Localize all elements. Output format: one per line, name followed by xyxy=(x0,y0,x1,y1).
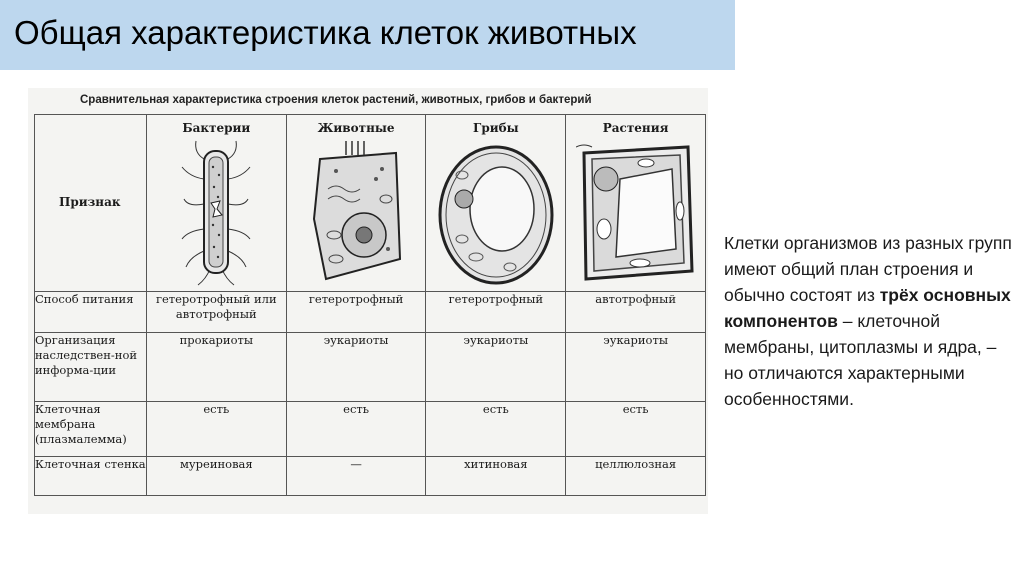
feature-header: Признак xyxy=(59,195,121,209)
column-plants xyxy=(566,115,706,292)
comparison-figure xyxy=(28,88,708,514)
table-cell: есть xyxy=(426,402,566,457)
table-cell: муреиновая xyxy=(146,457,286,496)
table-row xyxy=(35,457,706,496)
title-bar xyxy=(0,0,735,70)
table-cell: есть xyxy=(566,402,706,457)
bacteria-cell-icon xyxy=(176,139,256,287)
column-fungi xyxy=(426,115,566,292)
feature-header-cell xyxy=(35,115,147,292)
table-cell: эукариоты xyxy=(566,333,706,402)
table-row xyxy=(35,333,706,402)
column-bacteria xyxy=(146,115,286,292)
column-label: Грибы xyxy=(473,121,519,135)
table-cell: — xyxy=(286,457,426,496)
table-cell: целлюлозная xyxy=(566,457,706,496)
table-row xyxy=(35,402,706,457)
slide-title: Общая характеристика клеток животных xyxy=(14,14,637,51)
table-cell: эукариоты xyxy=(426,333,566,402)
table-cell: автотрофный xyxy=(566,292,706,333)
column-label: Растения xyxy=(602,121,669,135)
table-cell: есть xyxy=(286,402,426,457)
table-cell: гетеротрофный или автотрофный xyxy=(146,292,286,333)
table-cell: гетеротрофный xyxy=(426,292,566,333)
table-cell: прокариоты xyxy=(146,333,286,402)
row-feature: Клеточная стенка xyxy=(35,457,147,496)
fungi-cell-icon xyxy=(436,139,556,287)
row-feature: Организация наследствен-ной информа-ции xyxy=(35,333,147,402)
description-text xyxy=(724,230,1014,412)
header-row xyxy=(35,115,706,292)
description-after: – клеточной мембраны, цитоплазмы и ядра, – но отличаются характерными особенностями. xyxy=(724,311,997,409)
column-label: Бактерии xyxy=(182,121,251,135)
animal-cell-icon xyxy=(306,139,406,287)
description-before: Клетки организмов из разных групп имеют общий план строения и обычно состоят из xyxy=(724,233,1012,305)
column-animals xyxy=(286,115,426,292)
plant-cell-icon xyxy=(576,139,696,287)
column-label: Животные xyxy=(317,121,395,135)
table-cell: эукариоты xyxy=(286,333,426,402)
table-cell: есть xyxy=(146,402,286,457)
table-caption: Сравнительная характеристика строения клеток растений, животных, грибов и бактерий xyxy=(80,94,592,106)
row-feature: Способ питания xyxy=(35,292,147,333)
description-bold: трёх основных компонентов xyxy=(724,285,1011,331)
row-feature: Клеточная мембрана (плазмалемма) xyxy=(35,402,147,457)
table-row xyxy=(35,292,706,333)
comparison-table xyxy=(34,114,706,496)
table-cell: хитиновая xyxy=(426,457,566,496)
table-cell: гетеротрофный xyxy=(286,292,426,333)
